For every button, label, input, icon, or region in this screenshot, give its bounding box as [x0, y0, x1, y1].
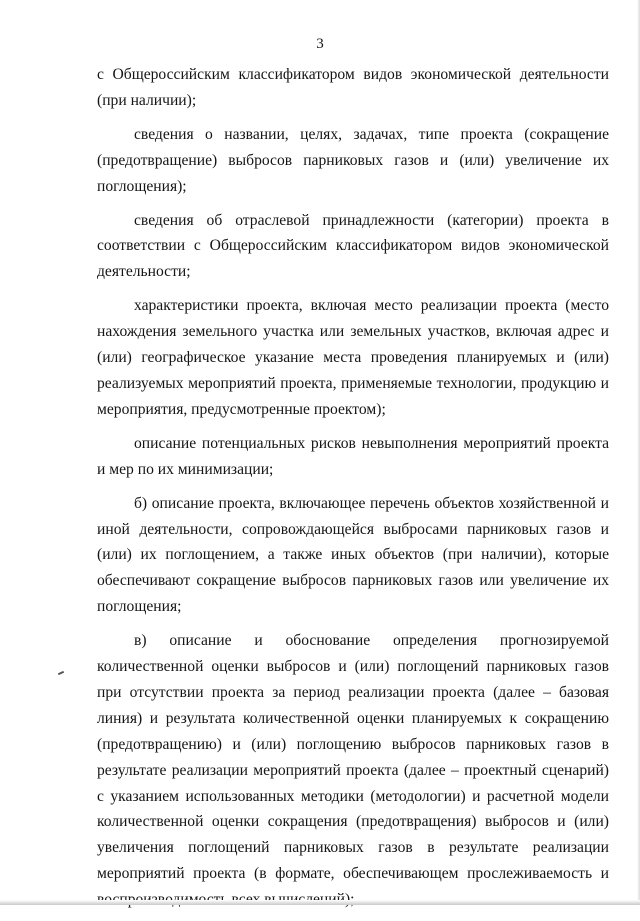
margin-mark [58, 671, 64, 675]
page-number: 3 [316, 36, 324, 52]
paragraph-classifier-continuation: с Общероссийским классификатором видов экономической деятельности (при наличии); [97, 66, 609, 109]
paragraph-risks: описание потенциальных рисков невыполнения мероприятий проекта и мер по их минимизации; [97, 434, 609, 478]
paragraph-item-b: б) описание проекта, включающее перечень объектов хозяйственной и иной деятельности, сопровождающейся выбросами парниковых газов и (или) их поглощением, а также иных объектов (при наличии), которые обеспечивают сокращение выбросов парниковых газов или увеличение их поглощения; [97, 494, 609, 616]
page-edge-shadow-bottom [0, 900, 640, 905]
paragraph-project-info: сведения о названии, целях, задачах, типе проекта (сокращение (предотвращение) выбросов парниковых газов и (или) увеличение их поглощения); [97, 125, 609, 195]
paragraph-characteristics: характеристики проекта, включая место реализации проекта (место нахождения земельного участка или земельных участков, включая адрес и (или) географическое указание места проведения планируемых и (или) реализуемых мероприятий проекта, применяемые технологии, продукцию и мероприятия, предусмотренные проектом); [97, 297, 609, 418]
paragraph-item-v: в) описание и обоснование определения прогнозируемой количественной оценки выбросов и (или) поглощений парниковых газов при отсутствии проекта за период реализации проекта (далее – базовая линия) и результата количественной оценки планируемых к сокращению (предотвращению) и (или) поглощению выбросов парниковых газов в результате реализации мероприятий проекта (далее – проектный сценарий) с указанием использованных методики (методологии) и расчетной модели количественной оценки сокращения (предотвращения) выбросов и (или) увеличения поглощений парниковых газов в результате реализации мероприятий проекта (в формате, обеспечивающем прослеживаемость и [97, 632, 609, 883]
paragraph-industry: сведения об отраслевой принадлежности (категории) проекта в соответствии с Общероссийским классификатором видов экономической деятельности; [97, 211, 609, 281]
document-body [97, 62, 609, 921]
